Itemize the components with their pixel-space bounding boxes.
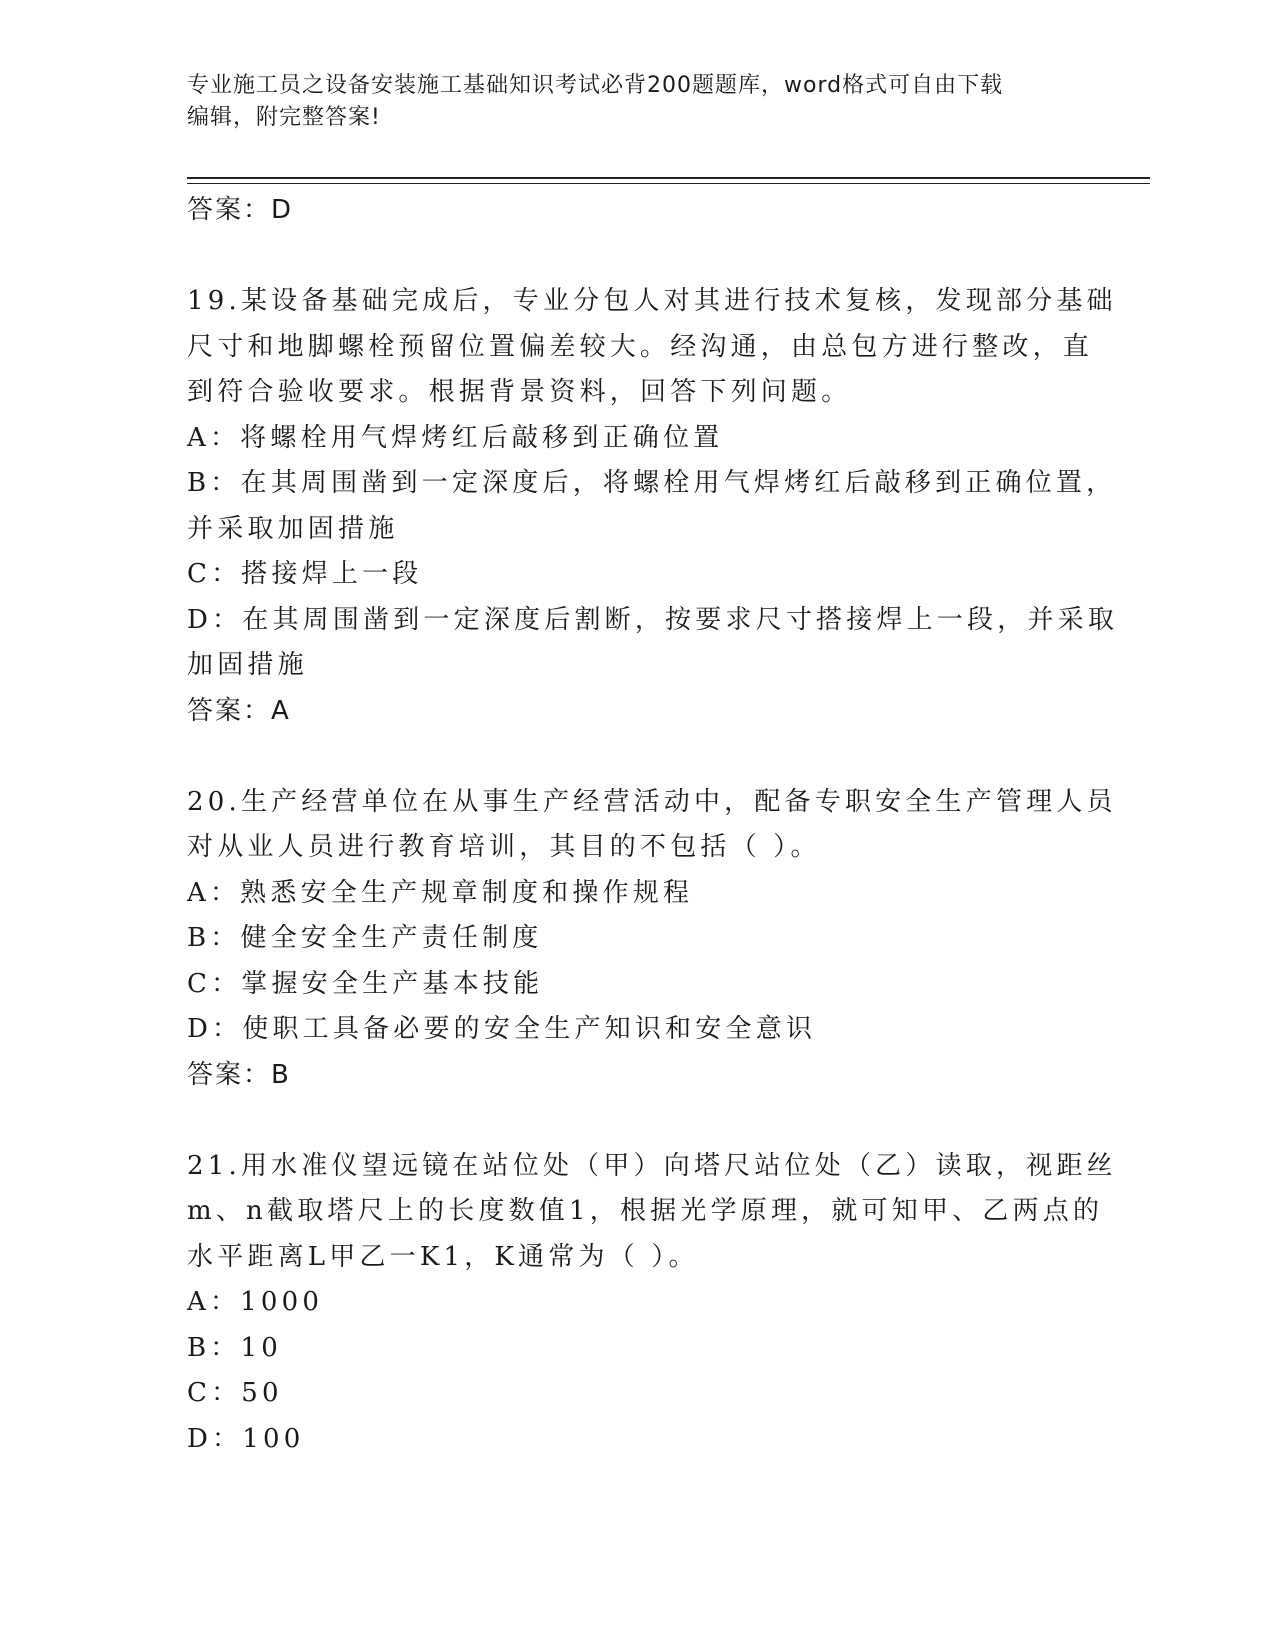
question-21 — [187, 1144, 1117, 1463]
question-20-stem-line-2: 对从业人员进行教育培训，其目的不包括（ ）。 — [187, 832, 821, 862]
question-19-stem-line-3: 到符合验收要求。根据背景资料，回答下列问题。 — [187, 377, 852, 407]
header-line-2: 编辑，附完整答案! — [187, 105, 381, 130]
page-header — [187, 70, 1067, 134]
question-20-stem-line-1: 20.生产经营单位在从事生产经营活动中，配备专职安全生产管理人员 — [187, 786, 1117, 817]
header-divider-thick — [187, 177, 1150, 179]
page-content — [187, 188, 1119, 1462]
question-21-option-d: D：100 — [187, 1423, 305, 1454]
question-19 — [187, 279, 1119, 734]
question-19-option-a: A：将螺栓用气焊烤红后敲移到正确位置 — [187, 422, 724, 453]
question-21-stem-line-1: 21.用水准仪望远镜在站位处（甲）向塔尺站位处（乙）读取，视距丝 — [187, 1150, 1117, 1181]
question-19-stem-line-1: 19.某设备基础完成后，专业分包人对其进行技术复核，发现部分基础 — [187, 286, 1117, 316]
question-20-option-d: D：使职工具备必要的安全生产知识和安全意识 — [187, 1014, 817, 1044]
question-19-option-b: B：在其周围凿到一定深度后，将螺栓用气焊烤红后敲移到正确位置， — [187, 468, 1117, 498]
question-21-stem-line-2: m、n截取塔尺上的长度数值1，根据光学原理，就可知甲、乙两点的 — [187, 1196, 1104, 1226]
header-divider-thin — [187, 183, 1150, 184]
question-19-option-d: D：在其周围凿到一定深度后割断，按要求尺寸搭接焊上一段，并采取 — [187, 604, 1119, 635]
question-20 — [187, 780, 1117, 1099]
question-20-option-c: C：掌握安全生产基本技能 — [187, 968, 544, 999]
header-line-1: 专业施工员之设备安装施工基础知识考试必背200题题库，word格式可自由下载 — [187, 73, 1004, 98]
question-21-option-a: A：1000 — [187, 1287, 324, 1317]
question-20-option-b: B：健全安全生产责任制度 — [187, 923, 543, 953]
question-21-option-b: B：10 — [187, 1332, 282, 1363]
question-21-option-c: C：50 — [187, 1378, 283, 1408]
question-19-answer: 答案：A — [187, 695, 291, 726]
question-20-option-a: A：熟悉安全生产规章制度和操作规程 — [187, 877, 694, 908]
spacer — [187, 234, 1082, 280]
question-19-option-c: C：搭接焊上一段 — [187, 559, 423, 589]
question-19-option-d-cont: 加固措施 — [187, 650, 308, 680]
spacer — [187, 734, 1082, 780]
question-20-answer: 答案：B — [187, 1059, 291, 1090]
question-21-stem-line-3: 水平距离L甲乙一K1，K通常为（ ）。 — [187, 1241, 699, 1272]
question-19-stem-line-2: 尺寸和地脚螺栓预留位置偏差较大。经沟通，由总包方进行整改，直 — [187, 331, 1094, 362]
question-19-option-b-cont: 并采取加固措施 — [187, 513, 399, 544]
previous-question-answer: 答案：D — [187, 195, 294, 225]
spacer — [187, 1098, 1082, 1144]
